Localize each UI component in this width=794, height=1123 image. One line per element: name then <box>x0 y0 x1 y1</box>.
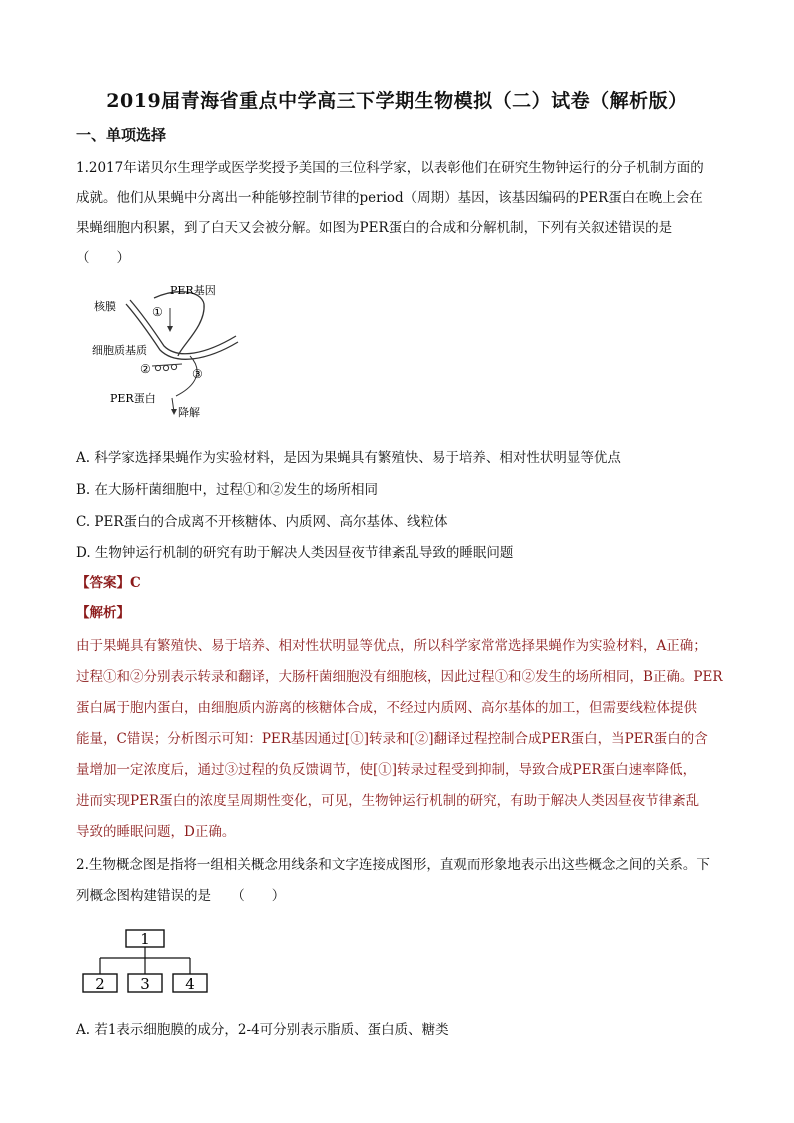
q1-analysis-line: 由于果蝇具有繁殖快、易于培养、相对性状明显等优点，所以科学家常常选择果蝇作为实验材料，A正确； <box>76 638 707 654</box>
step-1-label: ① <box>152 305 163 319</box>
per-mechanism-figure <box>86 276 256 426</box>
q2-stem-line: 2.生物概念图是指将一组相关概念用线条和文字连接成图形，直观而形象地表示出这些概念之间的关系。下 <box>76 857 710 873</box>
step-3-label: ③ <box>192 367 203 381</box>
q1-analysis-label: 【解析】 <box>76 605 130 621</box>
step-2-label: ② <box>140 362 151 376</box>
q1-option-c: C. PER蛋白的合成离不开核糖体、内质网、高尔基体、线粒体 <box>76 514 448 530</box>
q2-option-a: A. 若1表示细胞膜的成分，2-4可分别表示脂质、蛋白质、糖类 <box>76 1022 449 1038</box>
q1-analysis-line: 蛋白属于胞内蛋白，由细胞质内游离的核糖体合成，不经过内质网、高尔基体的加工，但需要线粒体提供 <box>76 700 697 716</box>
concept-diagram <box>80 926 220 998</box>
q1-stem-line: 果蝇细胞内积累，到了白天又会被分解。如图为PER蛋白的合成和分解机制，下列有关叙述错误的是 <box>76 220 673 236</box>
q1-stem-line: （ ） <box>76 250 130 266</box>
q1-stem-line: 成就。他们从果蝇中分离出一种能够控制节律的period（周期）基因，该基因编码的PER蛋白在晚上会在 <box>76 190 703 206</box>
q1-analysis-line: 过程①和②分别表示转录和翻译，大肠杆菌细胞没有细胞核，因此过程①和②发生的场所相同，B正确。PER <box>76 669 723 685</box>
q1-stem-line: 1.2017年诺贝尔生理学或医学奖授予美国的三位科学家，以表彰他们在研究生物钟运行的分子机制方面的 <box>76 160 704 176</box>
q1-option-d: D. 生物钟运行机制的研究有助于解决人类因昼夜节律紊乱导致的睡眠问题 <box>76 545 514 561</box>
q1-analysis-line: 能量，C错误；分析图示可知：PER基因通过[①]转录和[②]翻译过程控制合成PER蛋白，当PER蛋白的含 <box>76 731 708 747</box>
per-gene-label: PER基因 <box>170 284 216 297</box>
q1-option-a: A. 科学家选择果蝇作为实验材料，是因为果蝇具有繁殖快、易于培养、相对性状明显等优点 <box>76 450 621 466</box>
concept-node-4: 4 <box>185 975 195 993</box>
q1-analysis-line: 量增加一定浓度后，通过③过程的负反馈调节，使[①]转录过程受到抑制，导致合成PER蛋白速率降低， <box>76 762 697 778</box>
q1-answer: 【答案】C <box>76 575 141 591</box>
nuclear-membrane-label: 核膜 <box>94 300 116 313</box>
concept-node-3: 3 <box>140 975 150 993</box>
q1-analysis-line: 导致的睡眠问题，D正确。 <box>76 824 236 840</box>
per-protein-label: PER蛋白 <box>110 392 156 405</box>
concept-node-2: 2 <box>95 975 105 993</box>
page-title: 2019届青海省重点中学高三下学期生物模拟（二）试卷（解析版） <box>106 90 688 112</box>
cytoplasm-label: 细胞质基质 <box>92 344 147 357</box>
q1-analysis-line: 进而实现PER蛋白的浓度呈周期性变化，可见，生物钟运行机制的研究，有助于解决人类因昼夜节律紊乱 <box>76 793 700 809</box>
section-heading: 一、单项选择 <box>76 126 167 144</box>
q2-stem-line: 列概念图构建错误的是 （ ） <box>76 888 286 904</box>
degrade-label: 降解 <box>178 406 200 419</box>
q1-option-b: B. 在大肠杆菌细胞中，过程①和②发生的场所相同 <box>76 482 379 498</box>
concept-node-1: 1 <box>140 930 150 948</box>
